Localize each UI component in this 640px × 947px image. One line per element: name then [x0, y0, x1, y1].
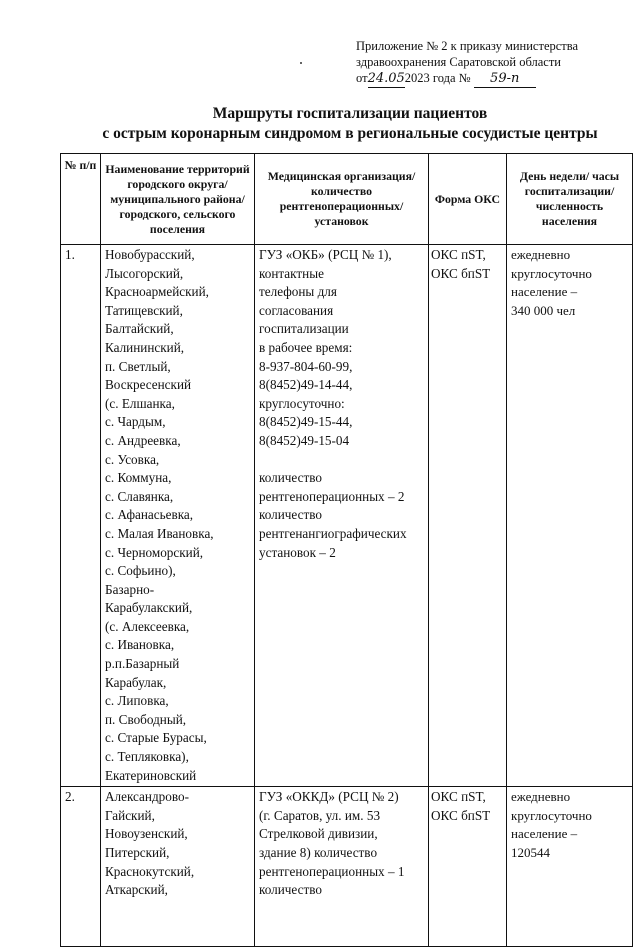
- cell-line: ОКС бпST: [431, 265, 491, 281]
- speck-mark: [300, 62, 302, 64]
- date-suffix: 2023 года №: [404, 71, 471, 85]
- table-row: [61, 787, 633, 947]
- row-schedule: [507, 245, 633, 787]
- cell-line: 8-937-804-60-99,: [259, 358, 353, 374]
- cell-line: 120544: [511, 845, 550, 860]
- cell-line: ГУЗ «ОККД» (РСЦ № 2): [259, 789, 399, 805]
- cell-line: Воскресенский: [105, 377, 192, 393]
- cell-line: рентгеноперационных – 2: [259, 488, 405, 504]
- cell-line: ОКС пST,: [431, 247, 486, 262]
- cell-line: согласования: [259, 302, 334, 318]
- header-form: Форма ОКС: [429, 154, 507, 245]
- cell-line: рентгенангиографических: [259, 525, 407, 541]
- header-org: Медицинская организация/ количество рентгеноперационных/ установок: [255, 154, 429, 245]
- cell-line: Екатериновский: [105, 767, 197, 783]
- cell-line: Лысогорский,: [105, 265, 184, 281]
- cell-line: Балтайский,: [105, 321, 174, 337]
- cell-line: Красноармейский,: [105, 284, 209, 300]
- cell-line: ОКС бпST: [431, 807, 491, 823]
- cell-line: Карабулак,: [105, 674, 167, 690]
- cell-line: Татищевский,: [105, 302, 183, 318]
- cell-line: установок – 2: [259, 544, 336, 560]
- cell-line: круглосуточно:: [259, 395, 345, 411]
- row-num: 2.: [61, 787, 101, 947]
- cell-line: Новобурасский,: [105, 247, 195, 262]
- cell-line: 340 000 чел: [511, 302, 576, 318]
- row-org: [255, 245, 429, 787]
- cell-line: с. Липовка,: [105, 693, 169, 709]
- cell-line: Питерский,: [105, 845, 170, 860]
- cell-line: с. Афанасьевка,: [105, 507, 194, 523]
- cell-line: количество: [259, 882, 322, 898]
- cell-line: Карабулакский,: [105, 600, 193, 616]
- row-territory: [101, 787, 255, 947]
- row-org: [255, 787, 429, 947]
- cell-line: с. Черноморский,: [105, 544, 204, 560]
- cell-line: (с. Алексеевка,: [105, 618, 190, 634]
- cell-line: рентгеноперационных – 1: [259, 863, 405, 879]
- cell-line: количество: [259, 507, 322, 523]
- row-num: 1.: [61, 245, 101, 787]
- header-num: № п/п: [61, 154, 101, 245]
- cell-line: с. Софьино),: [105, 563, 176, 579]
- cell-line: с. Усовка,: [105, 451, 160, 467]
- row-territory: [101, 245, 255, 787]
- cell-line: ГУЗ «ОКБ» (РСЦ № 1),: [259, 247, 392, 262]
- routes-table: [60, 153, 633, 947]
- row-form: [429, 787, 507, 947]
- cell-line: с. Малая Ивановка,: [105, 525, 214, 541]
- cell-line: п. Свободный,: [105, 711, 187, 727]
- title-line-1: Маршруты госпитализации пациентов: [212, 105, 488, 122]
- cell-line: Базарно-: [105, 581, 155, 597]
- cell-line: (г. Саратов, ул. им. 53: [259, 807, 381, 823]
- date-prefix: от: [356, 71, 368, 85]
- row-schedule: [507, 787, 633, 947]
- table-header-row: [61, 154, 633, 245]
- cell-line: Краснокутский,: [105, 863, 195, 879]
- header-territory: Наименование территорий городского округа/ муниципального района/городского, сельского поселения: [101, 154, 255, 245]
- cell-line: [259, 451, 424, 470]
- header-schedule: День недели/ часы госпитализации/ численность населения: [507, 154, 633, 245]
- cell-line: круглосуточно: [511, 807, 592, 823]
- order-header: [356, 38, 636, 88]
- cell-line: (с. Елшанка,: [105, 395, 175, 411]
- cell-line: телефоны для: [259, 284, 337, 300]
- cell-line: здание 8) количество: [259, 845, 378, 860]
- order-number-handwritten: 59-п: [474, 71, 536, 88]
- cell-line: с. Коммуна,: [105, 470, 172, 486]
- cell-line: с. Чардым,: [105, 414, 166, 430]
- header-line-2: здравоохранения Саратовской области: [356, 55, 561, 69]
- cell-line: ежедневно: [511, 789, 571, 805]
- cell-line: с. Андреевка,: [105, 432, 181, 448]
- cell-line: 8(8452)49-15-44,: [259, 414, 353, 430]
- cell-line: в рабочее время:: [259, 339, 353, 355]
- header-date-line: [356, 70, 636, 88]
- cell-line: с. Старые Бурасы,: [105, 730, 207, 746]
- cell-line: 8(8452)49-14-44,: [259, 377, 353, 393]
- cell-line: население –: [511, 826, 578, 842]
- header-line-1: Приложение № 2 к приказу министерства: [356, 39, 579, 53]
- cell-line: Калининский,: [105, 339, 185, 355]
- cell-line: с. Славянка,: [105, 488, 174, 504]
- cell-line: Александрово-: [105, 789, 189, 805]
- cell-line: Стрелковой дивизии,: [259, 826, 378, 842]
- cell-line: Аткарский,: [105, 882, 168, 898]
- cell-line: Новоузенский,: [105, 826, 188, 842]
- cell-line: ОКС пST,: [431, 789, 486, 805]
- cell-line: население –: [511, 284, 578, 300]
- cell-line: 8(8452)49-15-04: [259, 432, 350, 448]
- row-form: [429, 245, 507, 787]
- cell-line: р.п.Базарный: [105, 656, 180, 672]
- cell-line: количество: [259, 470, 322, 486]
- cell-line: п. Светлый,: [105, 358, 171, 374]
- cell-line: контактные: [259, 265, 324, 281]
- table-row: [61, 245, 633, 787]
- document-title: [90, 104, 610, 144]
- cell-line: ежедневно: [511, 247, 571, 262]
- cell-line: с. Ивановка,: [105, 637, 175, 653]
- cell-line: с. Тепляковка),: [105, 749, 189, 765]
- title-line-2: с острым коронарным синдромом в региональные сосудистые центры: [102, 125, 598, 142]
- cell-line: круглосуточно: [511, 265, 592, 281]
- date-day-handwritten: 24.05: [367, 71, 405, 86]
- cell-line: госпитализации: [259, 321, 349, 337]
- cell-line: Гайский,: [105, 807, 155, 823]
